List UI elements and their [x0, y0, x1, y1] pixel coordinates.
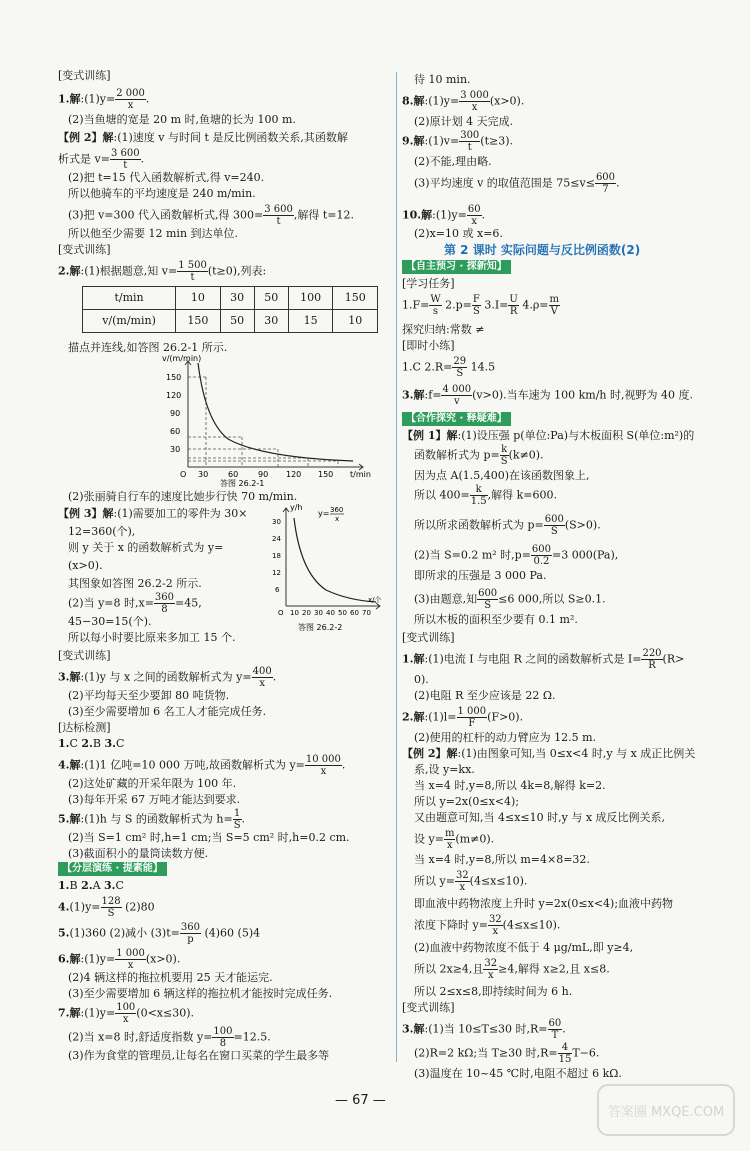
- text-line: (2)原计划 4 天完成.: [414, 115, 514, 128]
- section-tag-practice: 【分层演练 · 提素能】: [58, 862, 167, 876]
- text-line: 设 y= $\frac{m}{x}$ (m≠0).: [414, 828, 495, 851]
- x-tick: 10: [290, 609, 299, 617]
- origin-label: O: [278, 609, 284, 617]
- y-tick: 90: [170, 409, 181, 418]
- heading-practice: [变式训练]: [402, 631, 455, 644]
- text-line: 12=360(个),: [68, 525, 136, 538]
- x-tick: 70: [362, 609, 371, 617]
- answer-6: 6.解:(1)y= $\frac{1 000}{x}$ (x>0).: [58, 948, 181, 971]
- text-line: 则 y 关于 x 的函数解析式为 y=: [68, 541, 224, 554]
- heading-check: [达标检测]: [58, 721, 111, 734]
- text-line: (2)当 x=8 时,舒适度指数 y= $\frac{100}{8}$ =12.5.: [68, 1026, 271, 1049]
- text-line: (2)平均每天至少要卸 80 吨货物.: [68, 689, 230, 702]
- text-line: 所以他骑车的平均速度是 240 m/min.: [68, 187, 256, 200]
- text-line: 系,设 y=kx.: [414, 763, 475, 776]
- speed-time-table: [82, 286, 378, 333]
- text-line: (2)血液中药物浓度不低于 4 μg/mL,即 y≥4,: [414, 941, 634, 954]
- text-line: 所以他至少需要 12 min 到达单位.: [68, 227, 239, 240]
- answer-3r: 3.解:f= $\frac{4 000}{v}$ (v>0).当车速为 100 km/h 时,视野为 40 度.: [402, 384, 693, 407]
- text-line: (3)作为食堂的管理员,让每名在窗口买菜的学生最多等: [68, 1049, 330, 1062]
- text-line: (3)把 v=300 代入函数解析式,得 300= $\frac{3 600}{t}$ ,解得 t=12.: [68, 204, 354, 227]
- text-line: (2)R=2 kΩ;当 T≥30 时,R= $\frac{4}{15}$ T−6.: [414, 1042, 600, 1065]
- y-tick: 18: [272, 552, 281, 560]
- heading-practice: [变式训练]: [58, 243, 111, 256]
- y-tick: 12: [272, 569, 281, 577]
- text-line: (3)平均速度 v 的取值范围是 75≤v≤ $\frac{600}{7}$ .: [414, 172, 620, 195]
- answer-5b: 5.(1)360 (2)减小 (3)t= $\frac{360}{p}$ (4)60 (5)4: [58, 922, 261, 945]
- text-line: 45−30=15(个).: [68, 615, 152, 628]
- table-cell: 150: [176, 310, 221, 333]
- quick-answers: 1.C 2.R= $\frac{29}{S}$ 14.5: [402, 356, 496, 379]
- table-cell: 150: [333, 287, 378, 310]
- answer-10: 10.解:(1)y= $\frac{60}{x}$ .: [402, 204, 486, 227]
- x-tick: 120: [286, 470, 302, 479]
- text-line: (3)由题意,知 $\frac{600}{S}$ ≤6 000,所以 S≥0.1.: [414, 588, 606, 611]
- graph1-x-label: t/min: [350, 470, 371, 479]
- text-line: (3)每年开采 67 万吨才能达到要求.: [68, 793, 241, 806]
- curve-v-t: [198, 363, 353, 461]
- y-tick: 150: [166, 373, 182, 382]
- graph-26-2-2: [268, 502, 386, 638]
- heading-quick: [即时小练]: [402, 339, 455, 352]
- text-line: (x>0).: [68, 559, 103, 572]
- table-cell: 10: [333, 310, 378, 333]
- table-cell: 30: [254, 310, 288, 333]
- graph2-function-numerator: 360: [330, 506, 344, 514]
- graph-26-2-1: [158, 355, 378, 487]
- text-line: (3)至少需要增加 6 名工人才能完成任务.: [68, 705, 267, 718]
- x-tick: 20: [302, 609, 311, 617]
- text-line: 当 x=4 时,y=8,所以 4k=8,解得 k=2.: [414, 779, 606, 792]
- origin-label: O: [180, 470, 187, 479]
- y-tick: 24: [272, 535, 281, 543]
- text-line: (2)张丽骑自行车的速度比她步行快 70 m/min.: [68, 490, 298, 503]
- table-cell: 15: [288, 310, 333, 333]
- graph2-x-label: x/个: [368, 596, 382, 604]
- table-cell: 10: [176, 287, 221, 310]
- table-cell: 50: [220, 310, 254, 333]
- answer-1: 1.解:(1)y= $\frac{2 000}{x}$ .: [58, 88, 150, 111]
- example-2r: 【例 2】解:(1)由图象可知,当 0≤x<4 时,y 与 x 成正比例关: [402, 747, 696, 760]
- text-line: 因为点 A(1.5,400)在该函数图象上,: [414, 469, 590, 482]
- graph1-caption: 答图 26.2-1: [220, 479, 265, 487]
- text-line: (2)4 辆这样的拖拉机要用 25 天才能运完.: [68, 971, 273, 984]
- text-line: (2)使用的杠杆的动力臂应为 12.5 m.: [414, 731, 596, 744]
- text-line: 所以木板的面积至少要有 0.1 m².: [414, 613, 578, 626]
- answer-4b: 4.(1)y= $\frac{128}{S}$ (2)80: [58, 896, 155, 919]
- table-cell: v/(m/min): [83, 310, 176, 333]
- text-line: (3)截面积小的量筒读数方便.: [68, 847, 209, 860]
- table-cell: 30: [220, 287, 254, 310]
- text-line: 当 x=4 时,y=8,所以 m=4×8=32.: [414, 853, 590, 866]
- curve-y-x: [294, 518, 376, 602]
- text-line: 所以 400= $\frac{k}{1.5}$ ,解得 k=600.: [414, 484, 557, 507]
- text-line: 浓度下降时 y= $\frac{32}{x}$ (4≤x≤10).: [414, 914, 561, 937]
- mc-answers: 1.C 2.B 3.C: [58, 737, 125, 750]
- table-row: [83, 287, 378, 310]
- section-tag-preview: 【自主预习 · 探新知】: [402, 260, 511, 274]
- text-line: (3)温度在 10~45 ℃时,电阻不超过 6 kΩ.: [414, 1067, 622, 1080]
- text-line: 待 10 min.: [414, 73, 471, 86]
- heading-task: [学习任务]: [402, 277, 455, 290]
- formula-list: 1.F= $\frac{W}{s}$ 2.p= $\frac{F}{S}$ 3.I= $\frac{U}{R}$ 4.ρ= $\frac{m}{V}$: [402, 294, 560, 317]
- y-tick: 120: [166, 391, 182, 400]
- text-line: 即所求的压强是 3 000 Pa.: [414, 569, 547, 582]
- watermark-logo: [596, 1083, 736, 1137]
- text-line: 所以 2≤x≤8,即持续时间为 6 h.: [414, 985, 573, 998]
- x-tick: 50: [338, 609, 347, 617]
- text-line: (2)当 S=0.2 m² 时,p= $\frac{600}{0.2}$ =3 000(Pa),: [414, 544, 619, 567]
- graph2-y-label: y/h: [290, 503, 303, 512]
- text-line: 所以 y=2x(0≤x<4);: [414, 795, 520, 808]
- x-tick: 150: [318, 470, 334, 479]
- text-line: 析式是 v= $\frac{3 600}{t}$ .: [58, 148, 145, 171]
- text-line: (2)当 y=8 时,x= $\frac{360}{8}$ =45,: [68, 592, 202, 615]
- page-number: — 67 —: [335, 1093, 386, 1108]
- x-tick: 30: [198, 470, 209, 479]
- answer-2r: 2.解:(1)l= $\frac{1 000}{F}$ (F>0).: [402, 706, 524, 729]
- y-tick: 30: [272, 518, 281, 526]
- table-row: [83, 310, 378, 333]
- text-line: (2)这处矿藏的开采年限为 100 年.: [68, 777, 237, 790]
- text-line: (2)把 t=15 代入函数解析式,得 v=240.: [68, 171, 265, 184]
- text-line: 0).: [414, 673, 429, 686]
- text-line: (3)至少需要增加 6 辆这样的拖拉机才能按时完成任务.: [68, 987, 333, 1000]
- text-line: (2)电阻 R 至少应该是 22 Ω.: [414, 689, 556, 702]
- y-tick: 6: [275, 586, 280, 594]
- text-line: 即血液中药物浓度上升时 y=2x(0≤x<4);血液中药物: [414, 897, 674, 910]
- table-cell: 100: [288, 287, 333, 310]
- text-line: 所以 2x≥4,且 $\frac{32}{x}$ ≥4,解得 x≥2,且 x≤8.: [414, 958, 610, 981]
- answer-3: 3.解:(1)y 与 x 之间的函数解析式为 y= $\frac{400}{x}$ .: [58, 666, 277, 689]
- graph2-function-denominator: x: [335, 515, 340, 523]
- text-line: 其图象如答图 26.2-2 所示.: [68, 577, 202, 590]
- text-line: 又由题意可知,当 4≤x≤10 时,y 与 x 成反比例关系,: [414, 811, 666, 824]
- table-cell: t/min: [83, 287, 176, 310]
- text-line: 所以所求函数解析式为 p= $\frac{600}{S}$ (S>0).: [414, 514, 601, 537]
- x-tick: 60: [350, 609, 359, 617]
- answer-2: 2.解:(1)根据题意,知 v= $\frac{1 500}{t}$ (t≥0),列表:: [58, 260, 267, 283]
- text-line: (2)当 S=1 cm² 时,h=1 cm;当 S=5 cm² 时,h=0.2 cm.: [68, 831, 350, 844]
- graph2-function: y=: [318, 509, 330, 518]
- heading-practice: [变式训练]: [58, 649, 111, 662]
- y-tick: 60: [170, 427, 181, 436]
- section-tag-explore: 【合作探究 · 释疑难】: [402, 412, 511, 426]
- text-line: 探究归纳:常数 ≠: [402, 323, 485, 336]
- x-tick: 60: [228, 470, 239, 479]
- text-line: 描点并连线,如答图 26.2-1 所示.: [68, 341, 228, 354]
- answer-5: 5.解:(1)h 与 S 的函数解析式为 h= $\frac{1}{S}$ .: [58, 808, 246, 831]
- heading-practice: [变式训练]: [402, 1001, 455, 1014]
- example-3: 【例 3】解:(1)需要加工的零件为 30×: [58, 507, 248, 520]
- answer-7: 7.解:(1)y= $\frac{100}{x}$ (0<x≤30).: [58, 1002, 195, 1025]
- text-line: (2)当鱼塘的宽是 20 m 时,鱼塘的长为 100 m.: [68, 113, 296, 126]
- y-tick: 30: [170, 445, 181, 454]
- table-cell: 50: [254, 287, 288, 310]
- x-tick: 40: [326, 609, 335, 617]
- mc-answers: 1.B 2.A 3.C: [58, 879, 124, 892]
- watermark-text: 答案圈 MXQE.COM: [607, 1105, 725, 1120]
- text-line: (2)不能,理由略.: [414, 155, 492, 168]
- answer-3r2: 3.解:(1)当 10≤T≤30 时,R= $\frac{60}{T}$ .: [402, 1018, 566, 1041]
- x-tick: 90: [258, 470, 269, 479]
- answer-8: 8.解:(1)y= $\frac{3 000}{x}$ (x>0).: [402, 90, 525, 113]
- lesson-title: 第 2 课时 实际问题与反比例函数(2): [444, 243, 641, 257]
- column-divider: [396, 72, 397, 1062]
- example-1r: 【例 1】解:(1)设压强 p(单位:Pa)与木板面积 S(单位:m²)的: [402, 429, 695, 442]
- graph1-y-label: v/(m/min): [162, 355, 202, 363]
- text-line: 函数解析式为 p= $\frac{k}{S}$ (k≠0).: [414, 444, 544, 467]
- text-line: (2)x=10 或 x=6.: [414, 227, 503, 240]
- example-2: 【例 2】解:(1)速度 v 与时间 t 是反比例函数关系,其函数解: [58, 131, 348, 144]
- answer-9: 9.解:(1)v= $\frac{300}{t}$ (t≥3).: [402, 130, 514, 153]
- x-tick: 30: [314, 609, 323, 617]
- answer-1r: 1.解:(1)电流 I 与电阻 R 之间的函数解析式是 I= $\frac{220}{R}$ (R>: [402, 648, 685, 671]
- answer-4: 4.解:(1)1 亿吨=10 000 万吨,故函数解析式为 y= $\frac{10 000}{x}$ .: [58, 754, 346, 777]
- text-line: 所以每小时要比原来多加工 15 个.: [68, 631, 236, 644]
- heading-practice: [变式训练]: [58, 69, 111, 82]
- graph2-caption: 答图 26.2-2: [298, 623, 343, 632]
- text-line: 所以 y= $\frac{32}{x}$ (4≤x≤10).: [414, 870, 528, 893]
